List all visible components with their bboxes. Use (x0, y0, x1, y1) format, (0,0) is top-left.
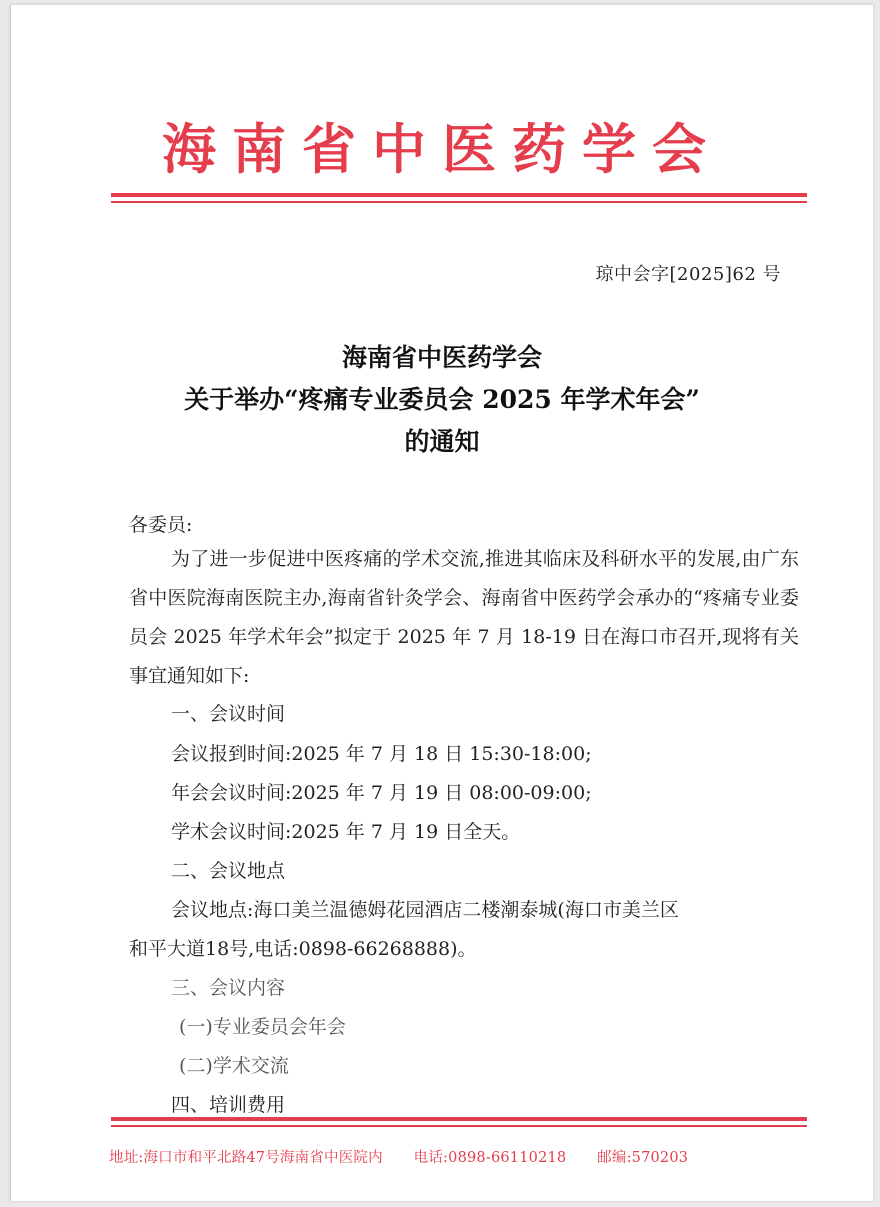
time-item-annual-meeting: 年会会议时间:2025 年 7 月 19 日 08:00-09:00; (171, 782, 592, 804)
section-fee-heading: 四、培训费用 (171, 1094, 286, 1116)
venue-line-1: 会议地点:海口美兰温德姆花园酒店二楼潮泰城(海口市美兰区 (171, 899, 679, 921)
document-page (10, 4, 873, 1201)
intro-paragraph-text: 为了进一步促进中医疼痛的学术交流,推进其临床及科研水平的发展,由广东省中医院海南医院主办,海南省针灸学会、海南省中医药学会承办的“疼痛专业委员会 2025 年学术年会”拟定于 2025 年 7 月 18-19 日在海口市召开,现将有关事宜通知如下: (129, 548, 799, 687)
footer-address: 地址:海口市和平北路47号海南省中医院内 (109, 1150, 383, 1166)
time-item-academic-meeting: 学术会议时间:2025 年 7 月 19 日全天。 (171, 821, 521, 843)
document-title-line-3: 的通知 (404, 427, 480, 456)
footer-contact (109, 1146, 688, 1167)
footer-postcode: 邮编:570203 (597, 1150, 689, 1166)
content-item-annual-meeting: (一)专业委员会年会 (179, 1016, 346, 1038)
document-number: 琼中会字[2025]62 号 (595, 264, 781, 285)
content-item-academic-exchange: (二)学术交流 (179, 1055, 289, 1077)
document-title-line-1: 海南省中医药学会 (341, 343, 542, 372)
intro-paragraph (129, 540, 799, 696)
section-content-heading: 三、会议内容 (171, 977, 286, 999)
section-venue-heading: 二、会议地点 (171, 860, 286, 882)
footer-phone: 电话:0898-66110218 (413, 1150, 567, 1166)
document-title-line-2: 关于举办“疼痛专业委员会 2025 年学术年会” (184, 385, 700, 414)
salutation: 各委员: (129, 514, 193, 536)
footer-rule-thin (111, 1125, 807, 1127)
letterhead-org-name: 海南省中医药学会 (162, 117, 722, 181)
letterhead-rule-thick (111, 193, 807, 197)
letterhead-rule-thin (111, 201, 807, 203)
footer-rule-thick (111, 1117, 807, 1121)
venue-line-2: 和平大道18号,电话:0898-66268888)。 (129, 938, 477, 960)
section-time-heading: 一、会议时间 (171, 703, 286, 725)
time-item-registration: 会议报到时间:2025 年 7 月 18 日 15:30-18:00; (171, 743, 592, 765)
